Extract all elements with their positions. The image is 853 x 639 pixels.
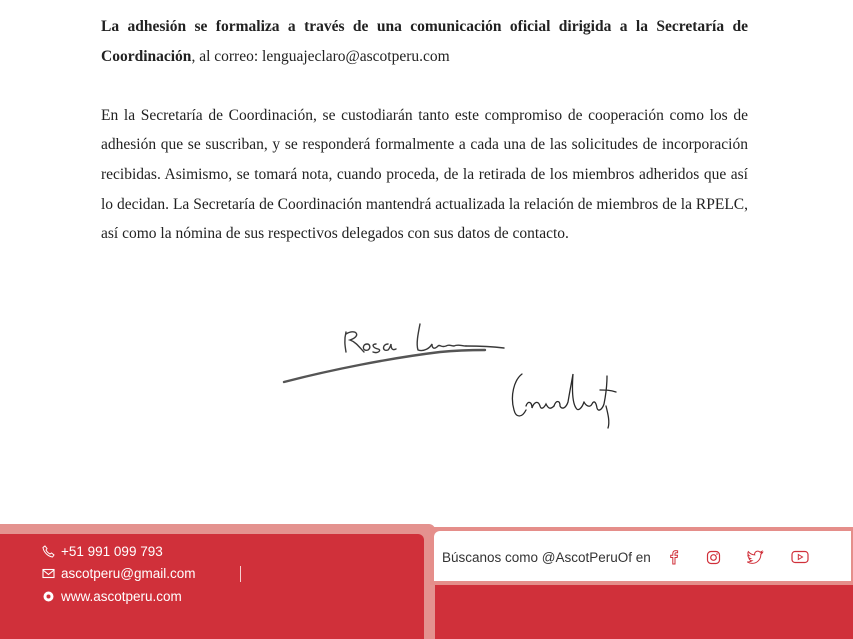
paragraph-adhesion (101, 12, 748, 71)
paragraph-adhesion-bold: La adhesión se formaliza a través de una comunicación oficial dirigida a la Secretaría de Coordinación (101, 18, 748, 65)
facebook-icon (667, 549, 681, 565)
twitter-icon (747, 550, 764, 565)
contact-email-text: ascotperu@gmail.com (61, 566, 196, 581)
contact-website-text: www.ascotperu.com (61, 589, 182, 604)
globe-icon (42, 590, 55, 603)
paragraph-secretaria: En la Secretaría de Coordinación, se custodiarán tanto este compromiso de cooperación como los de adhesión que se suscriban, y se responderá formalmente a cada una de las solicitudes de incorporación recibidas. Asimismo, se tomará nota, cuando proceda, de la retirada de los miembros adheridos que así lo decidan. La Secretaría de Coordinación mantendrá actualizada la relación de miembros de la RPELC, así como la nómina de sus respectivos delegados con sus datos de contacto. (101, 106, 748, 243)
mail-icon (42, 567, 55, 580)
document-body (101, 12, 748, 278)
contact-phone-text: +51 991 099 793 (61, 544, 163, 559)
instagram-icon (706, 550, 721, 565)
contact-website[interactable] (42, 589, 182, 604)
contact-phone[interactable] (42, 544, 163, 559)
signature-rosa-luna (345, 324, 504, 353)
phone-icon (42, 545, 55, 558)
paragraph-adhesion-rest: , al correo: lenguajeclaro@ascotperu.com (191, 47, 450, 65)
youtube-icon (791, 550, 809, 564)
contact-email[interactable] (42, 566, 196, 581)
social-prompt: Búscanos como @AscotPeruOf en (442, 550, 651, 565)
signature-underline (284, 350, 485, 382)
signature-croselcroit (512, 374, 616, 428)
signatures (270, 310, 630, 440)
twitter-link[interactable] (745, 548, 765, 566)
youtube-link[interactable] (790, 548, 810, 566)
footer-divider (240, 566, 241, 582)
instagram-link[interactable] (703, 548, 723, 566)
facebook-link[interactable] (664, 548, 684, 566)
